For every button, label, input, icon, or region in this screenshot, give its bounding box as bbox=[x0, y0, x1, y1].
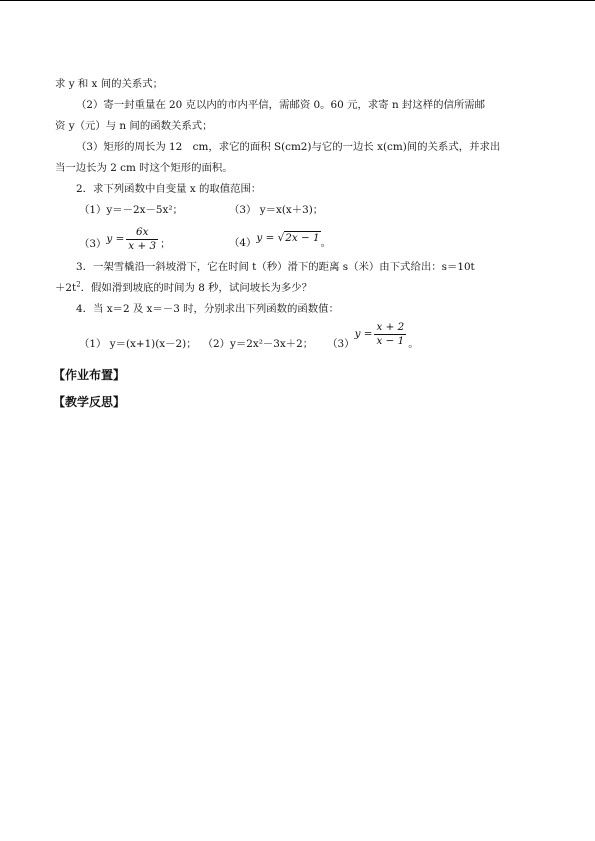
heading-reflection: 【教学反思】 bbox=[53, 395, 126, 409]
q2-item-3-y: y = bbox=[106, 232, 125, 245]
q2-item-4-radicand: 2x − 1 bbox=[285, 232, 320, 244]
paragraph-3-line-1: （3）矩形的周长为 12 cm，求它的面积 S(cm2)与它的一边长 x(cm)间的关系式，并求出 bbox=[76, 141, 501, 153]
q4-item-3-numerator: x + 2 bbox=[376, 320, 405, 333]
q4-item-3-tail: 。 bbox=[408, 337, 419, 350]
q2-item-3-fraction bbox=[126, 226, 158, 253]
question-3-line-1: 3．一架雪橇沿一斜坡滑下，它在时间 t（秒）滑下的距离 s（米）由下式给出：s＝10t bbox=[76, 261, 475, 273]
paragraph-2-line-2: 资 y（元）与 n 间的函数关系式； bbox=[55, 120, 213, 132]
document-body bbox=[55, 74, 545, 416]
q4-item-3-y: y = bbox=[354, 327, 373, 340]
top-border bbox=[0, 0, 595, 1]
q2-item-4-sqrt: √2x − 1 bbox=[277, 232, 320, 244]
question-3-line-2 bbox=[55, 278, 545, 299]
q4-item-3-fraction bbox=[374, 321, 406, 348]
heading-homework: 【作业布置】 bbox=[53, 368, 126, 382]
q3-pre: ＋2t bbox=[55, 282, 77, 294]
q4-item-3-denominator: x − 1 bbox=[376, 334, 405, 347]
paragraph-3-line-2: 当一边长为 2 cm 时这个矩形的面积。 bbox=[55, 162, 233, 174]
q3-exponent: 2 bbox=[76, 280, 81, 289]
question-2: 2．求下列函数中自变量 x 的取值范围： bbox=[76, 183, 262, 195]
q2-item-1: （1）y＝－2x－5x²； bbox=[79, 204, 183, 216]
q2-item-3-numerator: 6x bbox=[135, 225, 149, 238]
q2-item-4-label: （4） bbox=[229, 237, 257, 249]
question-4-row bbox=[55, 320, 545, 356]
q2-item-4-y: y = bbox=[256, 232, 275, 244]
q4-item-2: （2）y＝2x²－3x＋2； bbox=[202, 337, 314, 350]
q3-post: ．假如滑到坡底的时间为 8 秒，试问坡长为多少？ bbox=[80, 282, 313, 294]
q2-item-3-label: （3） bbox=[79, 237, 107, 250]
paragraph-1: 求 y 和 x 间的关系式； bbox=[55, 78, 164, 90]
question-4: 4．当 x＝2 及 x＝－3 时，分别求出下列函数的函数值： bbox=[76, 303, 339, 315]
paragraph-2-line-1: （2）寄一封重量在 20 克以内的市内平信，需邮资 0。60 元，求寄 n 封这样的信所需邮 bbox=[76, 99, 486, 111]
question-2-row-1 bbox=[55, 200, 545, 221]
q4-item-1: （1） y＝(x+1)(x－2)； bbox=[79, 337, 197, 350]
q2-item-3-tail: ； bbox=[160, 237, 171, 250]
q2-item-3-denominator: x + 3 bbox=[128, 239, 157, 252]
q2-item-4 bbox=[229, 228, 331, 249]
question-2-row-2 bbox=[55, 221, 545, 257]
q4-item-3-label: （3） bbox=[327, 337, 355, 350]
q2-item-4-tail: 。 bbox=[320, 237, 332, 249]
q2-item-2: （3） y＝x(x＋3)； bbox=[229, 204, 324, 216]
